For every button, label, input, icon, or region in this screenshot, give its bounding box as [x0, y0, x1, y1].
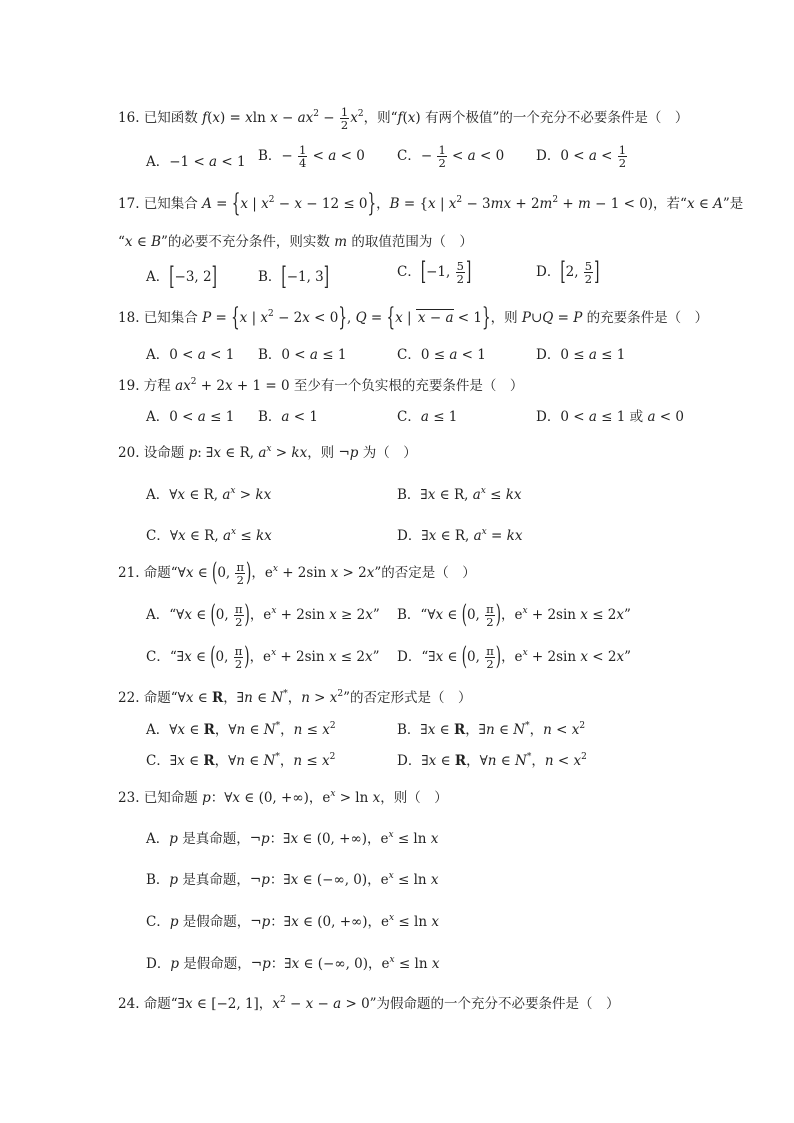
question-number: 21: [118, 565, 136, 582]
q19-option-a[interactable]: A．0 < a ≤ 1: [146, 409, 235, 425]
question-21: 21. 命题“∀x ∈ (0, $\frac{\pi}{2}$ )，$e^x + 2\sin$ x > 2x”的否定是（ ）: [118, 557, 476, 589]
q23-option-c[interactable]: C．p 是假命题，¬p：∃x ∈ (0, +∞)，$e^x \le \ln x$: [146, 913, 439, 930]
q16-option-d[interactable]: D．0 < a < $\frac{1}{2}$: [536, 143, 627, 171]
question-number: 18: [118, 310, 136, 326]
question-24: 24. 命题“∃x ∈ [−2, 1]，$x^2 - x - a > 0$”为假命题的一个充分不必要条件是（ ）: [118, 995, 620, 1012]
question-18: 18. 已知集合 P = {x | $x^2 - 2x < 0$}, Q = {x | x − a < 1}，则 P∪Q = P 的充要条件是（ ）: [118, 302, 709, 334]
q21-option-d[interactable]: D．“∃x ∈ (0, $\frac{\pi}{2}$ )，$e^x + 2\sin$ x < 2x”: [397, 641, 631, 673]
q18-option-a[interactable]: A．0 < a < 1: [146, 347, 235, 363]
q16-option-a[interactable]: A．−1 < a < 1: [146, 154, 246, 170]
question-number: 22: [118, 690, 136, 706]
q17-option-b[interactable]: B．[−1, 3]: [258, 261, 330, 293]
q19-option-d[interactable]: D．0 < a ≤ 1 或 a < 0: [536, 409, 684, 425]
q23-option-a[interactable]: A．p 是真命题，¬p：∃x ∈ (0, +∞)，$e^x \le \ln x$: [146, 830, 439, 847]
q23-option-d[interactable]: D．p 是假命题，¬p：∃x ∈ (−∞, 0)，$e^x \le \ln x$: [146, 955, 440, 972]
q20-option-d[interactable]: D．∃x ∈ R, $a^x$ = kx: [397, 527, 523, 544]
question-22: 22. 命题“∀x ∈ R，∃n ∈ N*，$n > x^2$”的否定形式是（ ）: [118, 689, 472, 706]
q23-option-b[interactable]: B．p 是真命题，¬p：∃x ∈ (−∞, 0)，$e^x \le \ln x$: [146, 871, 439, 888]
q21-option-a[interactable]: A．“∀x ∈ (0, $\frac{\pi}{2}$ )，$e^x + 2\sin$ x ≥ 2x”: [146, 599, 380, 631]
q18-option-d[interactable]: D．0 ≤ a ≤ 1: [536, 347, 626, 363]
q18-option-c[interactable]: C．0 ≤ a < 1: [397, 347, 486, 363]
q22-option-c[interactable]: C．∃x ∈ R，∀n ∈ N*，$n \le x^2$: [146, 752, 336, 769]
q21-option-b[interactable]: B．“∀x ∈ (0, $\frac{\pi}{2}$ )，$e^x + 2\sin$ x ≤ 2x”: [397, 599, 631, 631]
question-23: 23. 已知命题 p：∀x ∈ (0, +∞)，$e^x > \ln x$，则（ ）: [118, 789, 448, 806]
q22-option-b[interactable]: B．∃x ∈ R，∃n ∈ N*，$n < x^2$: [397, 721, 586, 738]
question-number: 24: [118, 996, 136, 1012]
question-16: 16. 已知函数 f(x) = xln $x - ax^2$ − $\frac{1}{2}$ $x^2$，则“f(x) 有两个极值”的一个充分不必要条件是（ ）: [118, 105, 689, 133]
question-number: 19: [118, 378, 136, 394]
question-20: 20. 设命题 p: ∃x ∈ R, $a^x$ > kx，则 ¬p 为（ ）: [118, 444, 417, 461]
question-17: 17. 已知集合 A = {x | $x^2 - x - 12 \le 0$}，B = {x | $x^2 - 3mx + 2m^2 + m - 1 < 0$)，若“x ∈ A”是: [118, 188, 744, 220]
q17-option-a[interactable]: A．[−3, 2]: [146, 261, 217, 293]
question-number: 17: [118, 196, 136, 212]
q20-option-c[interactable]: C．∀x ∈ R, $a^x$ ≤ kx: [146, 527, 272, 544]
question-17-line2: “x ∈ B”的必要不充分条件，则实数 m 的取值范围为（ ）: [118, 234, 473, 250]
question-19: 19. 方程 $ax^2 + 2x + 1 = 0$ 至少有一个负实根的充要条件是（ ）: [118, 377, 524, 394]
q20-option-b[interactable]: B．∃x ∈ R, $a^x$ ≤ kx: [397, 486, 522, 503]
question-number: 23: [118, 790, 136, 806]
q20-option-a[interactable]: A．∀x ∈ R, $a^x$ > kx: [146, 486, 272, 503]
q19-option-c[interactable]: C．a ≤ 1: [397, 409, 458, 425]
question-number: 20: [118, 445, 136, 461]
q16-option-b[interactable]: B．− $\frac{1}{4}$ < a < 0: [258, 143, 365, 171]
question-number: 16: [118, 110, 136, 127]
q16-option-c[interactable]: C．− $\frac{1}{2}$ < a < 0: [397, 143, 505, 171]
q18-option-b[interactable]: B．0 < a ≤ 1: [258, 347, 347, 363]
q22-option-a[interactable]: A．∀x ∈ R，∀n ∈ N*，$n \le x^2$: [146, 721, 336, 738]
q19-option-b[interactable]: B．a < 1: [258, 409, 318, 425]
q21-option-c[interactable]: C．“∃x ∈ (0, $\frac{\pi}{2}$ )，$e^x + 2\sin$ x ≤ 2x”: [146, 641, 380, 673]
q17-option-d[interactable]: D．[2, $\frac{5}{2}$ ]: [536, 256, 600, 288]
q22-option-d[interactable]: D．∃x ∈ R，∀n ∈ N*，$n < x^2$: [397, 752, 587, 769]
q17-option-c[interactable]: C．[−1, $\frac{5}{2}$ ]: [397, 256, 472, 288]
